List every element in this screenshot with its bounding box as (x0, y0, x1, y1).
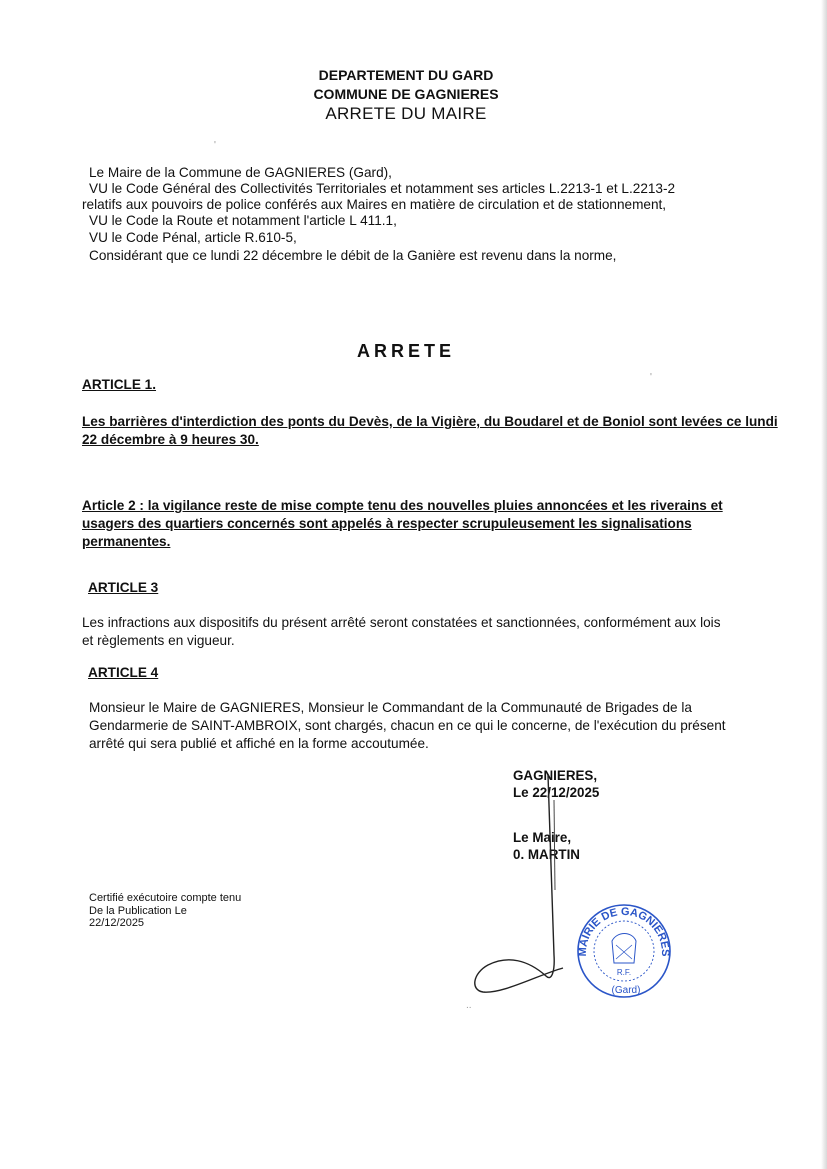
article3-text: Les infractions aux dispositifs du présent arrêté seront constatées et sanctionnées, conformément aux lois et règlements en vigueur. (82, 615, 721, 648)
scan-speck: .. (466, 1000, 472, 1011)
preamble-line: VU le Code Pénal, article R.610-5, (89, 230, 297, 245)
scan-speck: ' (650, 372, 652, 383)
preamble-line: VU le Code la Route et notamment l'article L 411.1, (89, 213, 397, 228)
department-heading: DEPARTEMENT DU GARD (318, 67, 494, 83)
arrete-heading: ARRETE (356, 341, 455, 361)
signature-date: Le 22/12/2025 (513, 785, 600, 800)
article3-heading: ARTICLE 3 (88, 580, 159, 595)
certification-line: Certifié exécutoire compte tenu (89, 892, 242, 904)
certification-line: 22/12/2025 (89, 917, 145, 929)
page-edge-shadow (821, 0, 827, 1169)
certification-line: De la Publication Le (89, 904, 187, 917)
mairie-stamp (572, 893, 674, 1003)
stamp-arc-text: MAIRIE DE GAGNIERES (576, 905, 672, 957)
article1-heading: ARTICLE 1. (82, 377, 157, 392)
preamble-line: Le Maire de la Commune de GAGNIERES (Gard), (89, 165, 392, 180)
article1-text: Les barrières d'interdiction des ponts du Devès, de la Vigière, du Boudarel et de Boniol sont levées ce lundi 22 décembre à 9 heures 30. (82, 414, 778, 447)
commune-heading: COMMUNE DE GAGNIERES (313, 86, 499, 102)
signature-place: GAGNIERES, (513, 768, 598, 783)
signature-name: 0. MARTIN (513, 847, 580, 862)
preamble-line: relatifs aux pouvoirs de police conférés aux Maires en matière de circulation et de stationnement, (82, 197, 667, 212)
certification-note (89, 892, 241, 930)
stamp-center-text: R.F. (616, 968, 632, 977)
preamble-line: Considérant que ce lundi 22 décembre le débit de la Ganière est revenu dans la norme, (89, 248, 617, 263)
article2-text: Article 2 : la vigilance reste de mise compte tenu des nouvelles pluies annoncées et les riverains et usagers des quartiers concernés sont appelés à respecter scrupuleusement les signalisations permanentes. (82, 498, 723, 549)
scan-speck: ' (214, 140, 216, 151)
document-title: ARRETE DU MAIRE (325, 104, 487, 123)
signature-role: Le Maire, (513, 830, 572, 845)
article4-text: Monsieur le Maire de GAGNIERES, Monsieur le Commandant de la Communauté de Brigades de la Gendarmerie de SAINT-AMBROIX, sont chargés, chacun en ce qui le concerne, de l'exécution du présent arrêté qui sera publié et affiché en la forme accoutumée. (89, 700, 726, 751)
stamp-bottom-text: (Gard) (611, 985, 641, 996)
preamble-line: VU le Code Général des Collectivités Territoriales et notamment ses articles L.2213-1 et L.2213-2 (89, 181, 676, 196)
article4-heading: ARTICLE 4 (88, 665, 159, 680)
